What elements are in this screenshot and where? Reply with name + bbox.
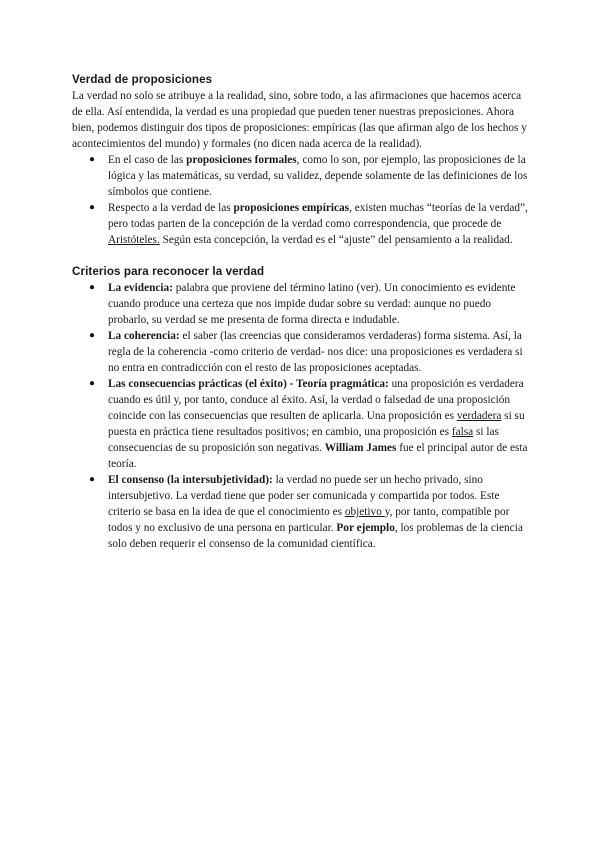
bullet-icon: ●	[89, 202, 96, 213]
underlined-term: objetivo	[344, 506, 385, 518]
document-content	[72, 72, 528, 552]
bullet-icon: ●	[89, 154, 96, 165]
criteria-list	[72, 280, 528, 552]
proposition-types-list	[72, 152, 528, 248]
bold-term: proposiciones empíricas	[233, 202, 350, 214]
bold-term: Las consecuencias prácticas (el éxito) - Teoría pragmática:	[108, 378, 389, 390]
bullet-icon: ●	[89, 474, 96, 485]
bold-term: proposiciones formales	[186, 154, 297, 166]
section-heading-verdad-proposiciones: Verdad de proposiciones	[72, 73, 213, 86]
list-item-empiricas: ● Respecto a la verdad de las proposiciones empíricas, existen muchas “teorías de la verdad”, pero todas parten de la concepción de la verdad como correspondencia, que procede de Aristóteles. Según esta concepción, la verdad es el “ajuste” del pensamiento a la realidad.	[89, 202, 528, 246]
list-item-consenso: ● El consenso (la intersubjetividad): la verdad no puede ser un hecho privado, sino intersubjetivo. La verdad tiene que poder ser comunicada y compartida por todos. Este criterio se basa en la idea de que el conocimiento es objetivo y, por tanto, compatible por todos y no exclusivo de una persona en particular. Por ejemplo, los problemas de la ciencia solo deben requerir el consenso de la comunidad científica.	[89, 474, 523, 550]
bullet-icon: ●	[89, 330, 96, 341]
bold-term: La coherencia:	[108, 330, 180, 342]
aristoteles-link[interactable]: Aristóteles.	[108, 234, 160, 246]
section-heading-criterios: Criterios para reconocer la verdad	[72, 265, 265, 278]
list-item-evidencia: ● La evidencia: palabra que proviene del término latino (ver). Un conocimiento es evidente cuando produce una certeza que nos impide dudar sobre su verdad: aunque no puedo probarlo, su verdad se me presenta de forma directa e indudable.	[89, 282, 516, 326]
underlined-term: verdadera	[456, 410, 502, 422]
list-item-pragmatica: ● Las consecuencias prácticas (el éxito) - Teoría pragmática: una proposición es verdadera cuando es útil y, por tanto, conduce al éxito. Así, la verdad o falsedad de una proposición coincide con las consecuencias que resulten de aplicarla. Una proposición es verdadera si su puesta en práctica tiene resultados positivos; en cambio, una proposición es falsa si las consecuencias de su proposición son negativas. William James fue el principal autor de esta teoría.	[89, 378, 528, 470]
spacer	[72, 248, 528, 264]
underlined-term: falsa	[451, 426, 474, 438]
bold-term: La evidencia:	[108, 282, 173, 294]
list-item-formales: ● En el caso de las proposiciones formales, como lo son, por ejemplo, las proposiciones de la lógica y las matemáticas, su verdad, su validez, depende solamente de las definiciones de los símbolos que contiene.	[89, 154, 528, 198]
bold-term: William James	[324, 442, 397, 454]
list-item-coherencia: ● La coherencia: el saber (las creencias que consideramos verdaderas) forma sistema. Así, la regla de la coherencia -como criterio de verdad- nos dice: una proposiciones es verdadera si no entra en contradicción con el resto de las proposiciones aceptadas.	[89, 330, 523, 374]
bullet-icon: ●	[89, 282, 96, 293]
intro-paragraph: La verdad no solo se atribuye a la realidad, sino, sobre todo, a las afirmaciones que hacemos acerca de ella. Así entendida, la verdad es una propiedad que pueden tener nuestras preposiciones. Ahora bien, podemos distinguir dos tipos de proposiciones: empíricas (las que afirman algo de los hechos y acontecimientos del mundo) y formales (no dicen nada acerca de la realidad).	[72, 90, 527, 150]
bold-term: Por ejemplo	[336, 522, 395, 534]
bold-term: El consenso (la intersubjetividad):	[108, 474, 273, 486]
bullet-icon: ●	[89, 378, 96, 389]
